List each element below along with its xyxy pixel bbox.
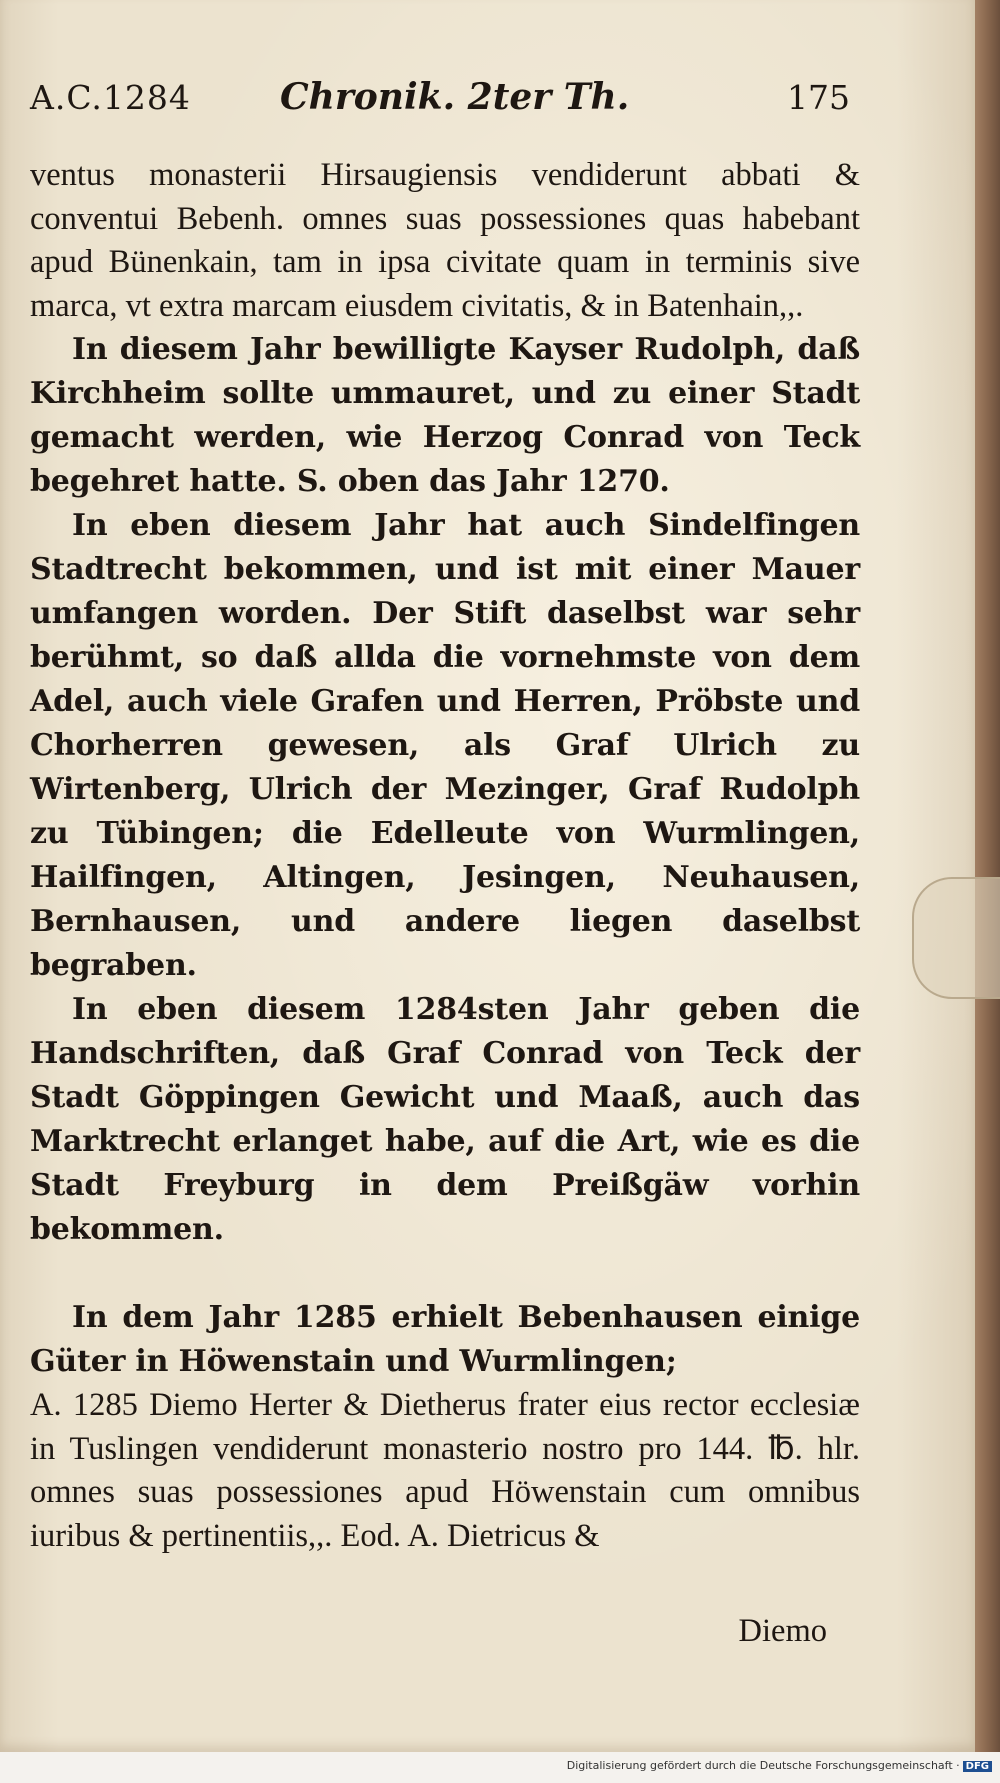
header-title: Chronik. 2ter Th. [280, 76, 630, 118]
paragraph-sindelfingen: In eben diesem Jahr hat auch Sindelfingen Stadtrecht bekommen, und ist mit einer Mauer umfangen worden. Der Stift daselbst war sehr berühmt, so daß allda die vornehmste von dem Adel, auch viele Grafen und Herren, Pröbste und Chorherren gewesen, als Graf Ulrich zu Wirtenberg, Ulrich der Mezinger, Graf Rudolph zu Tübingen; die Edelleute von Wurmlingen, Hailfingen, Altingen, Jesingen, Neuhausen, Bernhausen, und andere liegen daselbst begraben. [30, 508, 860, 983]
page-clip-shape [912, 877, 1000, 999]
running-header [30, 78, 850, 128]
page-body [30, 154, 860, 1558]
page-number: 175 [787, 78, 850, 117]
paragraph-bebenhausen: In dem Jahr 1285 erhielt Bebenhausen einige Güter in Höwenstain und Wurmlingen; [30, 1300, 860, 1379]
paragraph-latin-1: ventus monasterii Hirsaugiensis vendiderunt abbati & conventui Bebenh. omnes suas possessiones quas habebant apud Bünenkain, tam in ipsa civitate quam in terminis sive marca, vt extra marcam eiusdem civitatis, & in Batenhain,,. [30, 157, 860, 324]
paragraph-kirchheim: In diesem Jahr bewilligte Kayser Rudolph, daß Kirchheim sollte ummauret, und zu einer Stadt gemacht werden, wie Herzog Conrad von Teck begehret hatte. S. oben das Jahr 1270. [30, 332, 860, 499]
digitization-credit [567, 1759, 992, 1772]
credit-text: Digitalisierung gefördert durch die Deutsche Forschungsgemeinschaft · [566, 1759, 960, 1772]
catchword: Diemo [738, 1613, 827, 1649]
paragraph-latin-2: A. 1285 Diemo Herter & Dietherus frater eius rector ecclesiæ in Tuslingen vendiderunt monasterio nostro pro 144. ℔. hlr. omnes suas possessiones apud Höwenstain cum omnibus iuribus & pertinentiis,,. Eod. A. Dietricus & [30, 1387, 860, 1554]
book-edge [975, 0, 1000, 1752]
dfg-logo: DFG [963, 1761, 992, 1772]
paragraph-goeppingen: In eben diesem 1284sten Jahr geben die Handschriften, daß Graf Conrad von Teck der Stadt Göppingen Gewicht und Maaß, auch das Marktrecht erlanget habe, auf die Art, wie es die Stadt Freyburg in dem Preißgäw vorhin bekommen. [30, 992, 860, 1247]
header-year: A.C.1284 [30, 78, 191, 117]
